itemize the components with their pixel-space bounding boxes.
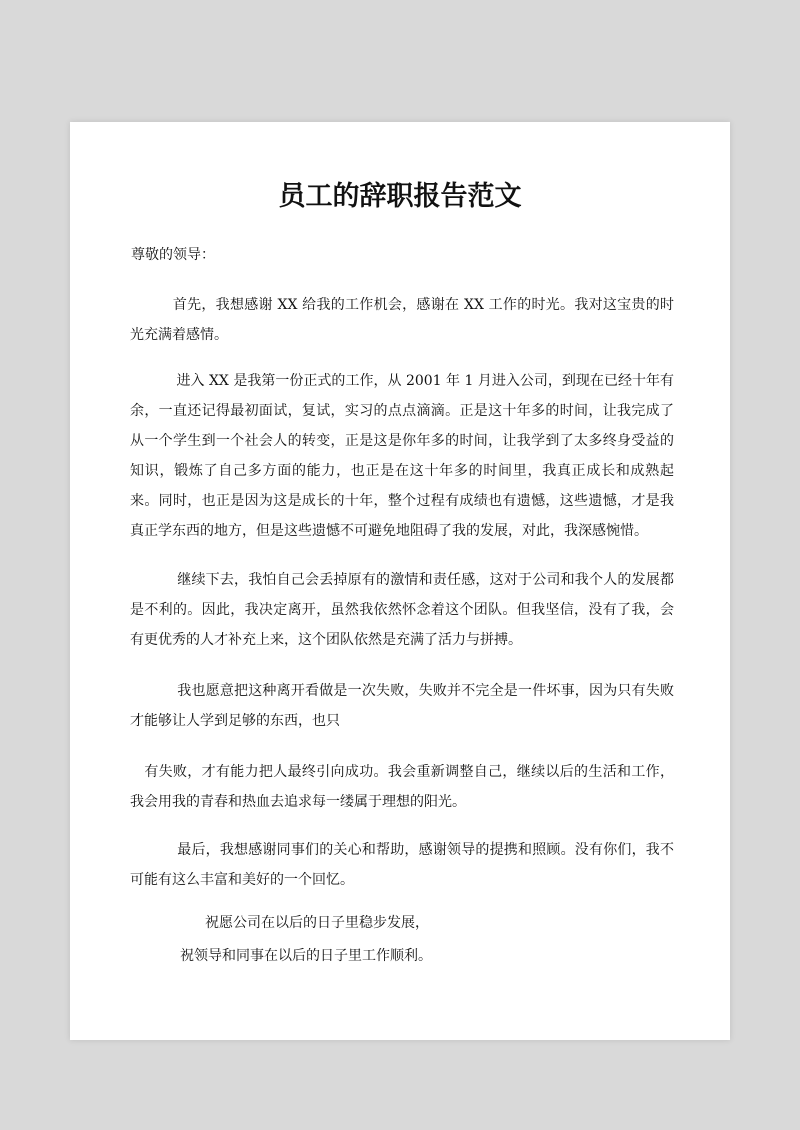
paragraph-1: 首先，我想感谢 XX 给我的工作机会，感谢在 XX 工作的时光。我对这宝贵的时光充满着感情。 <box>130 297 674 343</box>
closing-line-1: 祝愿公司在以后的日子里稳步发展， <box>205 915 429 931</box>
document-page <box>70 122 730 1040</box>
document-title: 员工的辞职报告范文 <box>278 181 522 212</box>
paragraph-2: 进入 XX 是我第一份正式的工作，从 2001 年 1 月进入公司，到现在已经十年有余，一直还记得最初面试，复试，实习的点点滴滴。正是这十年多的时间，让我完成了从一个学生到一个社会人的转变，正是这是你年多的时间，让我学到了太多终身受益的知识，锻炼了自己多方面的能力，也正是在这十年多的时间里，我真正成长和成熟起来。同时，也正是因为这是成长的十年，整个过程有成绩也有遗憾，这些遗憾，才是我真正学东西的地方，但是这些遗憾不可避免地阻碍了我的发展，对此，我深感惋惜。 <box>130 373 674 539</box>
paragraph-4: 我也愿意把这种离开看做是一次失败，失败并不完全是一件坏事，因为只有失败才能够让人学到足够的东西，也只 <box>130 683 674 729</box>
closing-line-2: 祝领导和同事在以后的日子里工作顺利。 <box>180 948 432 964</box>
paragraph-6: 最后，我想感谢同事们的关心和帮助，感谢领导的提携和照顾。没有你们，我不可能有这么丰富和美好的一个回忆。 <box>130 842 674 888</box>
paragraph-5: 有失败，才有能力把人最终引向成功。我会重新调整自己，继续以后的生活和工作，我会用我的青春和热血去追求每一缕属于理想的阳光。 <box>130 764 674 810</box>
greeting: 尊敬的领导： <box>131 247 215 263</box>
paragraph-3: 继续下去，我怕自己会丢掉原有的激情和责任感，这对于公司和我个人的发展都是不利的。因此，我决定离开，虽然我依然怀念着这个团队。但我坚信，没有了我，会有更优秀的人才补充上来，这个团队依然是充满了活力与拼搏。 <box>130 572 674 648</box>
